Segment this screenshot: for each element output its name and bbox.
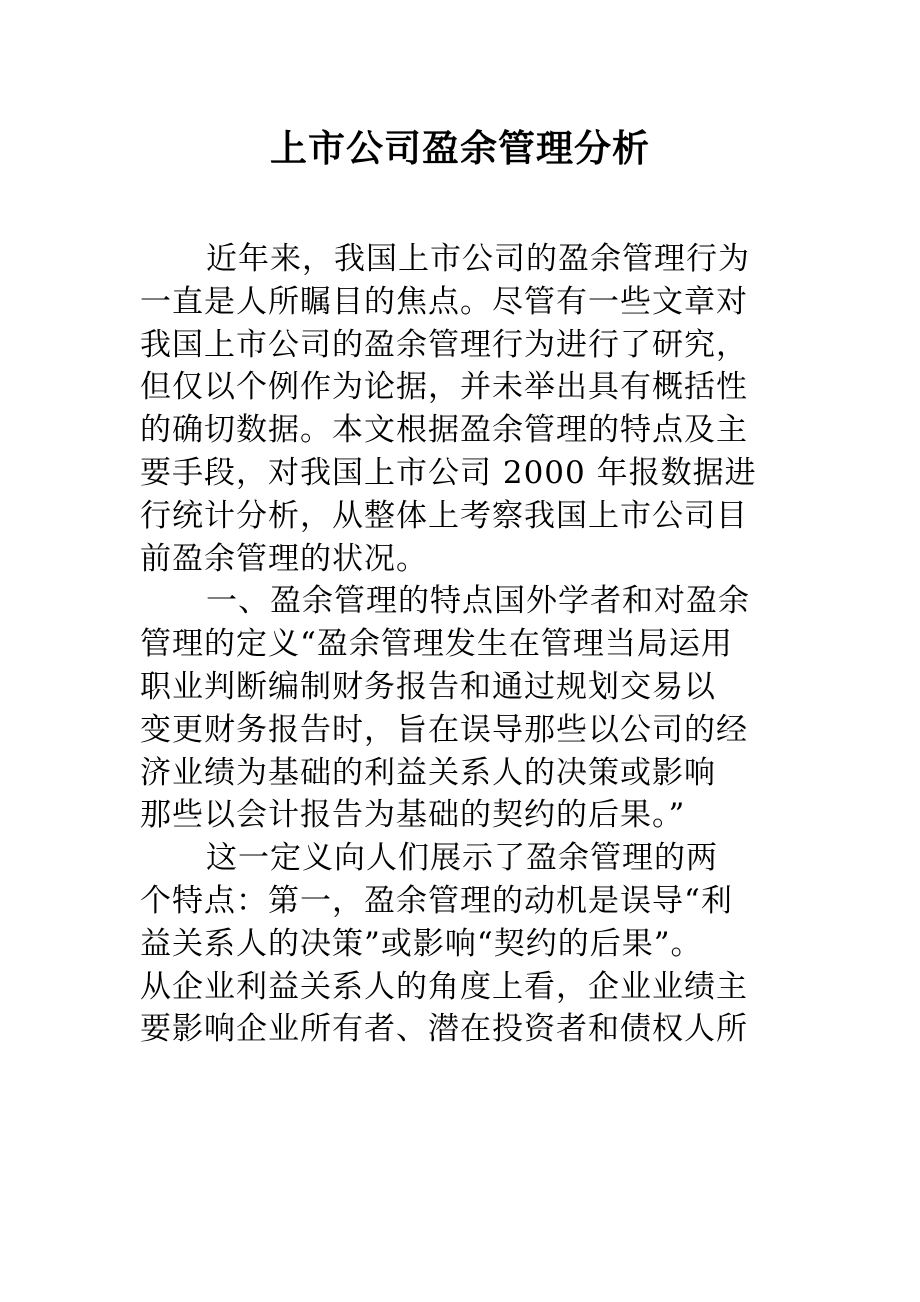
document-body — [140, 238, 790, 1051]
paragraph-line: 济业绩为基础的利益关系人的决策或影响 — [140, 754, 716, 791]
paragraph-line: 那些以会计报告为基础的契约的后果。” — [140, 797, 686, 834]
paragraph-line: 我国上市公司的盈余管理行为进行了研究， — [140, 326, 748, 363]
paragraph-line: 益关系人的决策”或影响“契约的后果”。 — [140, 925, 703, 962]
paragraph-line: 的确切数据。本文根据盈余管理的特点及主 — [140, 412, 748, 449]
paragraph-line: 但仅以个例作为论据，并未举出具有概括性 — [140, 369, 748, 406]
paragraph-line: 一直是人所瞩目的焦点。尽管有一些文章对 — [140, 283, 748, 320]
paragraph-line: 职业判断编制财务报告和通过规划交易以 — [140, 668, 716, 705]
paragraph-line: 这一定义向人们展示了盈余管理的两 — [206, 840, 718, 877]
paragraph-line: 管理的定义“盈余管理发生在管理当局运用 — [140, 626, 733, 663]
paragraph-line: 前盈余管理的状况。 — [140, 540, 428, 577]
paragraph-line: 变更财务报告时，旨在误导那些以公司的经 — [140, 711, 748, 748]
paragraph-line: 行统计分析，从整体上考察我国上市公司目 — [140, 497, 748, 534]
paragraph-line: 个特点：第一，盈余管理的动机是误导“利 — [140, 882, 733, 919]
paragraph-line: 要手段，对我国上市公司 2000 年报数据进 — [140, 454, 757, 491]
paragraph-line: 一、盈余管理的特点国外学者和对盈余 — [206, 583, 750, 620]
document-title: 上市公司盈余管理分析 — [270, 126, 650, 170]
paragraph-line: 近年来，我国上市公司的盈余管理行为 — [206, 241, 750, 277]
paragraph-line: 从企业利益关系人的角度上看，企业业绩主 — [140, 968, 748, 1005]
paragraph-line: 要影响企业所有者、潜在投资者和债权人所 — [140, 1011, 748, 1048]
